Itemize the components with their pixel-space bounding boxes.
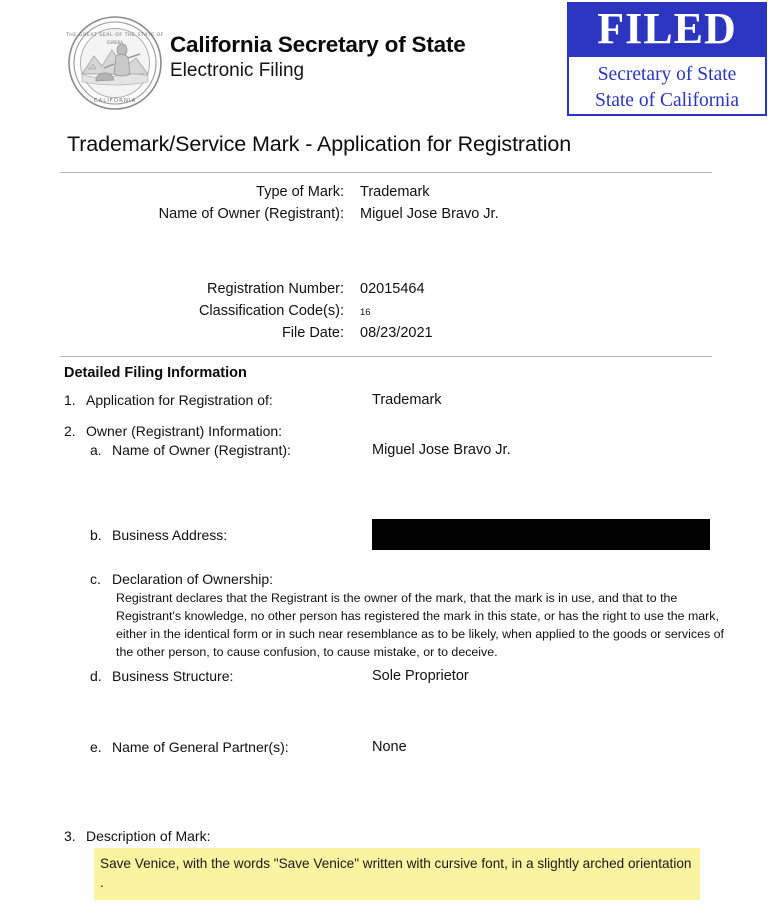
- description-of-mark-section: [60, 828, 710, 900]
- list-item-business-address: [60, 519, 710, 550]
- list-item-name-of-owner: [60, 442, 710, 458]
- summary-label: Name of Owner (Registrant):: [158, 206, 344, 222]
- list-marker: b.: [90, 526, 102, 543]
- list-item-value: Miguel Jose Bravo Jr.: [372, 442, 511, 458]
- summary-row-file-date: [60, 325, 710, 341]
- summary-label: Registration Number:: [207, 281, 344, 297]
- redaction-bar-business-address: [372, 519, 710, 550]
- filed-banner-text: FILED: [597, 4, 737, 53]
- list-item-label: Application for Registration of:: [86, 392, 273, 408]
- filed-stamp-line-1: Secretary of State: [597, 64, 737, 85]
- list-marker: e.: [90, 738, 102, 755]
- highlighted-description-box: [94, 848, 700, 900]
- page-title: Trademark/Service Mark - Application for Registration: [67, 132, 572, 156]
- list-spacer: [60, 411, 710, 423]
- svg-text:EUREKA: EUREKA: [106, 40, 124, 45]
- list-item-declaration-of-ownership: [60, 571, 710, 587]
- list-item-business-structure: [60, 668, 710, 684]
- divider-top: [60, 172, 712, 173]
- description-of-mark-text: Save Venice, with the words "Save Venice" written with cursive font, in a slightly arched orientation .: [100, 855, 692, 891]
- filed-banner: [569, 4, 765, 57]
- summary-row-name-of-owner: [60, 206, 710, 222]
- list-item-general-partners: [60, 739, 710, 755]
- list-item-label: Name of General Partner(s):: [112, 738, 289, 755]
- organization-block: [170, 32, 466, 83]
- section-heading-detailed-filing: Detailed Filing Information: [64, 365, 247, 381]
- list-marker: c.: [90, 571, 101, 587]
- summary-label: Type of Mark:: [256, 184, 344, 200]
- summary-value: 02015464: [360, 281, 425, 297]
- divider-detailed: [60, 356, 712, 357]
- list-item-value: Trademark: [372, 392, 442, 408]
- list-item-application-for-registration: [60, 392, 710, 408]
- list-spacer: [60, 687, 710, 739]
- filed-stamp-lines: [569, 57, 765, 114]
- document-body: [0, 132, 768, 900]
- list-item-value: Sole Proprietor: [372, 667, 469, 684]
- summary-fields-top: [60, 184, 710, 222]
- list-marker: 3.: [64, 827, 76, 844]
- document-header: [0, 0, 768, 122]
- list-item-description-of-mark: [60, 828, 710, 844]
- summary-row-classification-code: [60, 303, 710, 319]
- california-state-seal-icon: [66, 14, 164, 112]
- list-spacer: [60, 461, 710, 519]
- summary-value: 08/23/2021: [360, 325, 433, 341]
- list-spacer: [60, 758, 710, 820]
- summary-value: Miguel Jose Bravo Jr.: [360, 206, 499, 222]
- svg-text:CALIFORNIA: CALIFORNIA: [93, 98, 137, 104]
- list-marker: 1.: [64, 392, 76, 408]
- list-item-label: Description of Mark:: [86, 827, 211, 844]
- list-item-label: Name of Owner (Registrant):: [112, 442, 291, 458]
- summary-label: File Date:: [281, 325, 344, 341]
- summary-value: Trademark: [360, 184, 430, 200]
- summary-row-type-of-mark: [60, 184, 710, 200]
- list-item-value: None: [372, 738, 407, 755]
- list-item-label: Business Structure:: [112, 667, 234, 684]
- filed-stamp: [567, 2, 767, 116]
- list-item-label: Business Address:: [112, 526, 228, 543]
- list-spacer: [60, 553, 710, 571]
- organization-subtitle: Electronic Filing: [170, 60, 305, 82]
- svg-text:THE GREAT SEAL OF THE STATE OF: THE GREAT SEAL OF THE STATE OF: [66, 33, 164, 38]
- filed-stamp-line-2: State of California: [594, 89, 740, 111]
- declaration-paragraph: Registrant declares that the Registrant is the owner of the mark, that the mark is in use, and that to the Registrant's knowledge, no other person has registered the mark in this state, or has the right to use the mark, either in the identical form or in such near resemblance as to be likely, when applied to the goods or services of the other person, to cause confusion, to cause mistake, or to deceive.: [116, 591, 724, 659]
- list-item-owner-information: [60, 423, 710, 439]
- summary-label: Classification Code(s):: [198, 303, 344, 319]
- list-marker: d.: [90, 667, 102, 684]
- list-item-label: Declaration of Ownership:: [112, 571, 274, 587]
- organization-title: California Secretary of State: [170, 32, 466, 57]
- summary-value: 16: [360, 307, 371, 318]
- detailed-filing-list: [60, 392, 724, 900]
- list-marker: 2.: [64, 423, 76, 439]
- summary-gap: [60, 228, 710, 270]
- summary-row-registration-number: [60, 281, 710, 297]
- list-marker: a.: [90, 442, 102, 458]
- list-item-label: Owner (Registrant) Information:: [86, 423, 283, 439]
- summary-fields-registration: [60, 281, 710, 341]
